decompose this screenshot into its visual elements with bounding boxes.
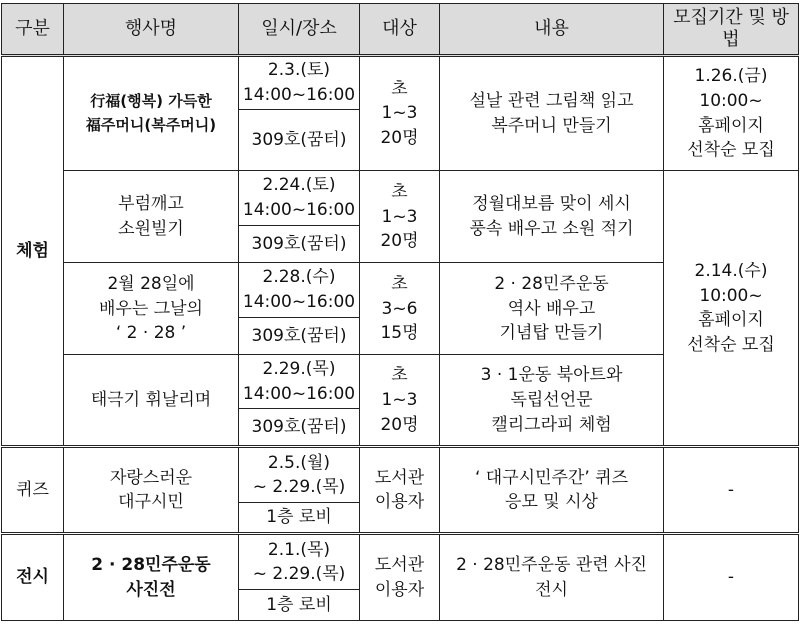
target-cell	[360, 447, 440, 534]
event-place: 309호(꿈터)	[239, 225, 360, 263]
event-date: 2.24.(토)	[262, 175, 336, 196]
event-place: 1층 로비	[239, 503, 360, 534]
datetime-cell	[239, 56, 360, 110]
recruit-line: 10:00~	[699, 285, 763, 306]
datetime-cell	[239, 534, 360, 590]
table-row	[2, 171, 799, 225]
event-name-line: 대구시민	[118, 492, 184, 513]
target-line: 이용자	[374, 492, 425, 513]
target-line: 1~3	[381, 103, 418, 124]
target-line: 초	[391, 365, 408, 386]
content-line: 풍속 배우고 소원 적기	[469, 218, 634, 239]
event-name-cell	[64, 447, 239, 534]
recruit-cell	[664, 56, 799, 171]
recruit-line: 선착순 모집	[687, 334, 775, 355]
content-line: 응모 및 시상	[505, 492, 598, 513]
event-name-line: 2 · 28민주운동	[91, 554, 211, 575]
event-place: 309호(꿈터)	[239, 110, 360, 171]
category-quiz: 퀴즈	[2, 447, 64, 534]
header-datetime-place: 일시/장소	[239, 4, 360, 56]
target-line: 20명	[380, 128, 419, 149]
category-experience: 체험	[2, 56, 64, 447]
event-name-cell	[64, 355, 239, 447]
recruit-line: 홈페이지	[698, 115, 764, 136]
table-row	[2, 447, 799, 503]
recruit-line: 2.14.(수)	[694, 261, 768, 282]
target-line: 초	[391, 273, 408, 294]
datetime-cell	[239, 355, 360, 409]
target-line: 초	[391, 181, 408, 202]
datetime-cell	[239, 263, 360, 317]
target-cell	[360, 56, 440, 171]
event-time: 14:00~16:00	[242, 291, 356, 312]
event-date: 2.1.(목)	[267, 539, 331, 560]
target-line: 20명	[380, 414, 419, 435]
content-line: 전시	[535, 579, 568, 600]
content-line: 설날 관련 그림책 읽고	[469, 91, 634, 112]
event-name-line: 소원빌기	[118, 218, 184, 239]
target-line: 20명	[380, 231, 419, 252]
header-recruit: 모집기간 및 방법	[664, 4, 799, 56]
event-time: 14:00~16:00	[242, 85, 356, 106]
event-place: 309호(꿈터)	[239, 317, 360, 355]
target-line: 1~3	[381, 389, 418, 410]
event-date: ~ 2.29.(목)	[252, 564, 346, 585]
event-date: 2.3.(토)	[267, 60, 331, 81]
content-cell	[440, 171, 664, 263]
table-row	[2, 56, 799, 110]
event-schedule-table	[1, 3, 799, 621]
table-row	[2, 534, 799, 590]
event-date: 2.5.(월)	[267, 452, 331, 473]
target-cell	[360, 263, 440, 355]
content-line: 캘리그라피 체험	[491, 414, 612, 435]
event-name-cell	[64, 263, 239, 355]
event-name-line: 사진전	[126, 579, 176, 600]
header-event-name: 행사명	[64, 4, 239, 56]
target-line: 도서관	[374, 467, 425, 488]
recruit-line: 1.26.(금)	[694, 66, 768, 87]
target-cell	[360, 355, 440, 447]
target-line: 1~3	[381, 206, 418, 227]
content-line: 기념탑 만들기	[499, 323, 604, 344]
content-line: 독립선언문	[510, 389, 593, 410]
event-name-line: 배우는 그날의	[99, 298, 203, 319]
content-cell	[440, 355, 664, 447]
event-time: 14:00~16:00	[242, 383, 356, 404]
content-line: 역사 배우고	[507, 298, 596, 319]
event-name-cell	[64, 56, 239, 171]
header-row	[2, 4, 799, 56]
recruit-line: 10:00~	[699, 91, 763, 112]
target-line: 3~6	[381, 298, 418, 319]
target-cell	[360, 534, 440, 621]
event-place: 1층 로비	[239, 590, 360, 621]
content-cell	[440, 447, 664, 534]
datetime-cell	[239, 171, 360, 225]
content-line: 3 · 1운동 북아트와	[480, 365, 623, 386]
event-name-line: 부럼깨고	[118, 194, 184, 215]
content-cell	[440, 263, 664, 355]
event-name-line: 行福(행복) 가득한	[90, 92, 212, 111]
content-cell	[440, 534, 664, 621]
recruit-cell: -	[664, 534, 799, 621]
recruit-line: 홈페이지	[698, 310, 764, 331]
target-cell	[360, 171, 440, 263]
header-content: 내용	[440, 4, 664, 56]
recruit-cell	[664, 171, 799, 447]
recruit-cell: -	[664, 447, 799, 534]
event-name-line: 자랑스러운	[109, 467, 193, 488]
event-name-cell	[64, 171, 239, 263]
event-name-line: 2월 28일에	[107, 273, 195, 294]
content-line: 2 · 28민주운동 관련 사진	[456, 554, 647, 575]
event-name-line: 태극기 휘날리며	[90, 389, 212, 410]
target-line: 15명	[380, 323, 419, 344]
event-time: 14:00~16:00	[242, 200, 356, 220]
content-line: 복주머니 만들기	[491, 115, 612, 136]
content-line: ‘ 대구시민주간’ 퀴즈	[475, 467, 628, 488]
event-date: ~ 2.29.(목)	[252, 477, 346, 498]
content-cell	[440, 56, 664, 171]
content-line: 정월대보름 맞이 세시	[472, 194, 631, 215]
event-name-line: 福주머니(복주머니)	[85, 115, 217, 134]
datetime-cell	[239, 447, 360, 503]
recruit-line: 선착순 모집	[687, 140, 775, 161]
event-name-line: ‘ 2 · 28 ’	[115, 323, 187, 344]
target-line: 이용자	[374, 579, 425, 600]
event-place: 309호(꿈터)	[239, 409, 360, 447]
header-target: 대상	[360, 4, 440, 56]
target-line: 초	[391, 78, 408, 99]
header-category: 구분	[2, 4, 64, 56]
target-line: 도서관	[374, 554, 425, 575]
event-date: 2.28.(수)	[262, 267, 336, 288]
event-name-cell	[64, 534, 239, 621]
event-date: 2.29.(목)	[262, 359, 336, 380]
category-exhibit: 전시	[2, 534, 64, 621]
content-line: 2 · 28민주운동	[494, 273, 609, 294]
